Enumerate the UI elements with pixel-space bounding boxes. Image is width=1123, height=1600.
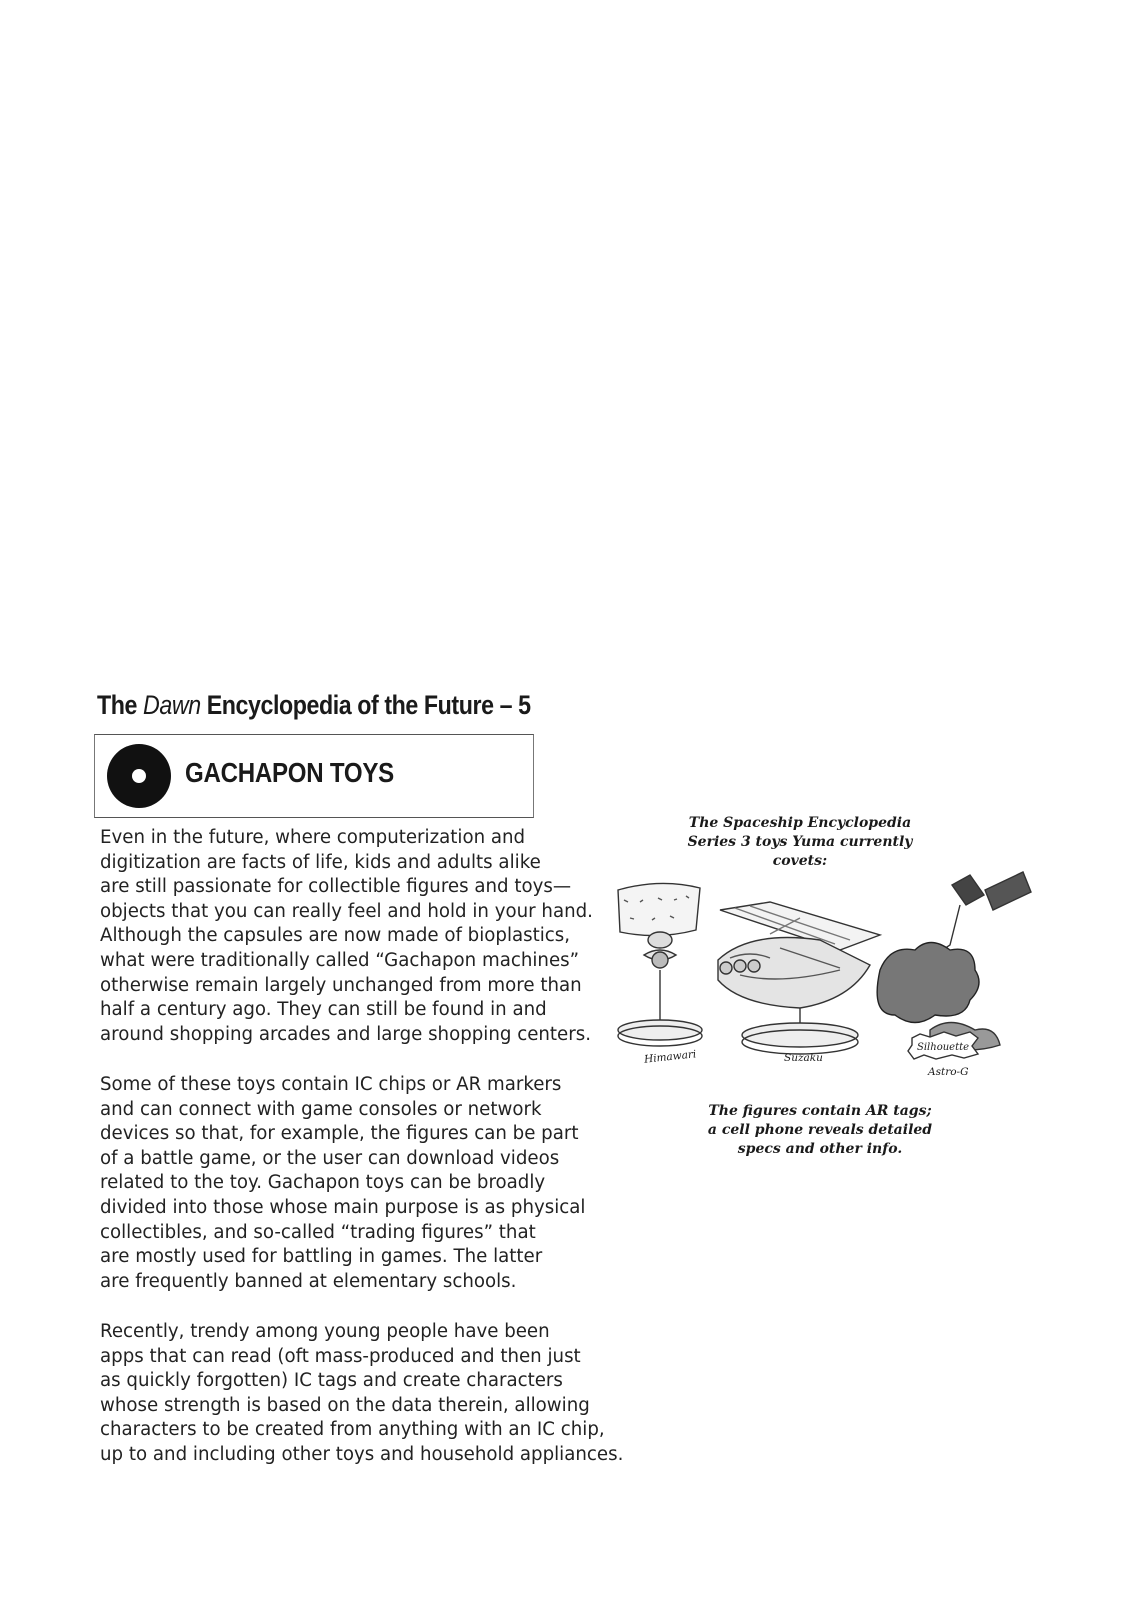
text-line: collectibles, and so-called “trading figures” that [100, 1221, 536, 1243]
caption-line: Series 3 toys Yuma currently [687, 834, 913, 850]
label-astro-g: Astro-G [928, 1066, 969, 1078]
caption-line: The figures contain AR tags; [708, 1103, 932, 1119]
caption-line: a cell phone reveals detailed [707, 1122, 933, 1138]
title-prefix: The [97, 690, 138, 720]
text-line: Some of these toys contain IC chips or AR markers [100, 1074, 562, 1095]
paragraph-2 [100, 1073, 630, 1294]
section-header-box [94, 734, 534, 818]
paragraph-3 [100, 1320, 630, 1468]
disc-bullet-icon [107, 744, 171, 808]
text-line: divided into those whose main purpose is as physical [100, 1196, 586, 1218]
text-line: objects that you can really feel and hold in your hand. [100, 900, 593, 922]
text-line: related to the toy. Gachapon toys can be broadly [100, 1172, 546, 1194]
himawari-figure [618, 883, 702, 1046]
text-line: are still passionate for collectible figures and toys— [100, 876, 572, 898]
caption-line: specs and other info. [737, 1141, 903, 1157]
figure-caption-bottom [660, 1102, 980, 1159]
label-suzaku: Suzaku [784, 1052, 823, 1064]
page-title [97, 690, 531, 721]
caption-line: The Spaceship Encyclopedia [688, 815, 912, 831]
text-line: up to and including other toys and household appliances. [100, 1443, 624, 1465]
text-line: what were traditionally called “Gachapon machines” [100, 949, 580, 971]
text-line: apps that can read (oft mass-produced and then just [100, 1345, 581, 1367]
text-line: half a century ago. They can still be found in and [100, 999, 547, 1021]
text-line: and can connect with game consoles or network [100, 1098, 542, 1120]
text-line: characters to be created from anything with an IC chip, [100, 1419, 605, 1441]
silhouette-astro-figure [877, 872, 1031, 1059]
title-suffix: Encyclopedia of the Future – 5 [206, 690, 531, 720]
text-line: are mostly used for battling in games. The latter [100, 1246, 543, 1268]
label-himawari: Himawari [643, 1048, 697, 1066]
caption-line: covets: [772, 853, 828, 869]
paragraph-1 [100, 826, 630, 1047]
text-line: otherwise remain largely unchanged from more than [100, 974, 582, 996]
label-silhouette: Silhouette [917, 1042, 970, 1053]
text-line: Although the capsules are now made of bioplastics, [100, 925, 571, 947]
text-line: digitization are facts of life, kids and adults alike [100, 851, 541, 873]
text-line: Recently, trendy among young people have been [100, 1321, 550, 1342]
text-line: Even in the future, where computerization and [100, 827, 526, 848]
suzaku-figure [718, 902, 880, 1054]
text-line: devices so that, for example, the figures can be part [100, 1123, 579, 1145]
text-line: as quickly forgotten) IC tags and create characters [100, 1370, 563, 1392]
spaceship-illustration [600, 790, 1040, 1190]
section-heading: GACHAPON TOYS [185, 757, 394, 788]
text-line: are frequently banned at elementary schools. [100, 1270, 517, 1292]
text-line: whose strength is based on the data therein, allowing [100, 1394, 590, 1416]
text-line: around shopping arcades and large shopping centers. [100, 1023, 591, 1045]
title-italic-dawn: Dawn [143, 690, 201, 720]
text-line: of a battle game, or the user can download videos [100, 1147, 560, 1169]
